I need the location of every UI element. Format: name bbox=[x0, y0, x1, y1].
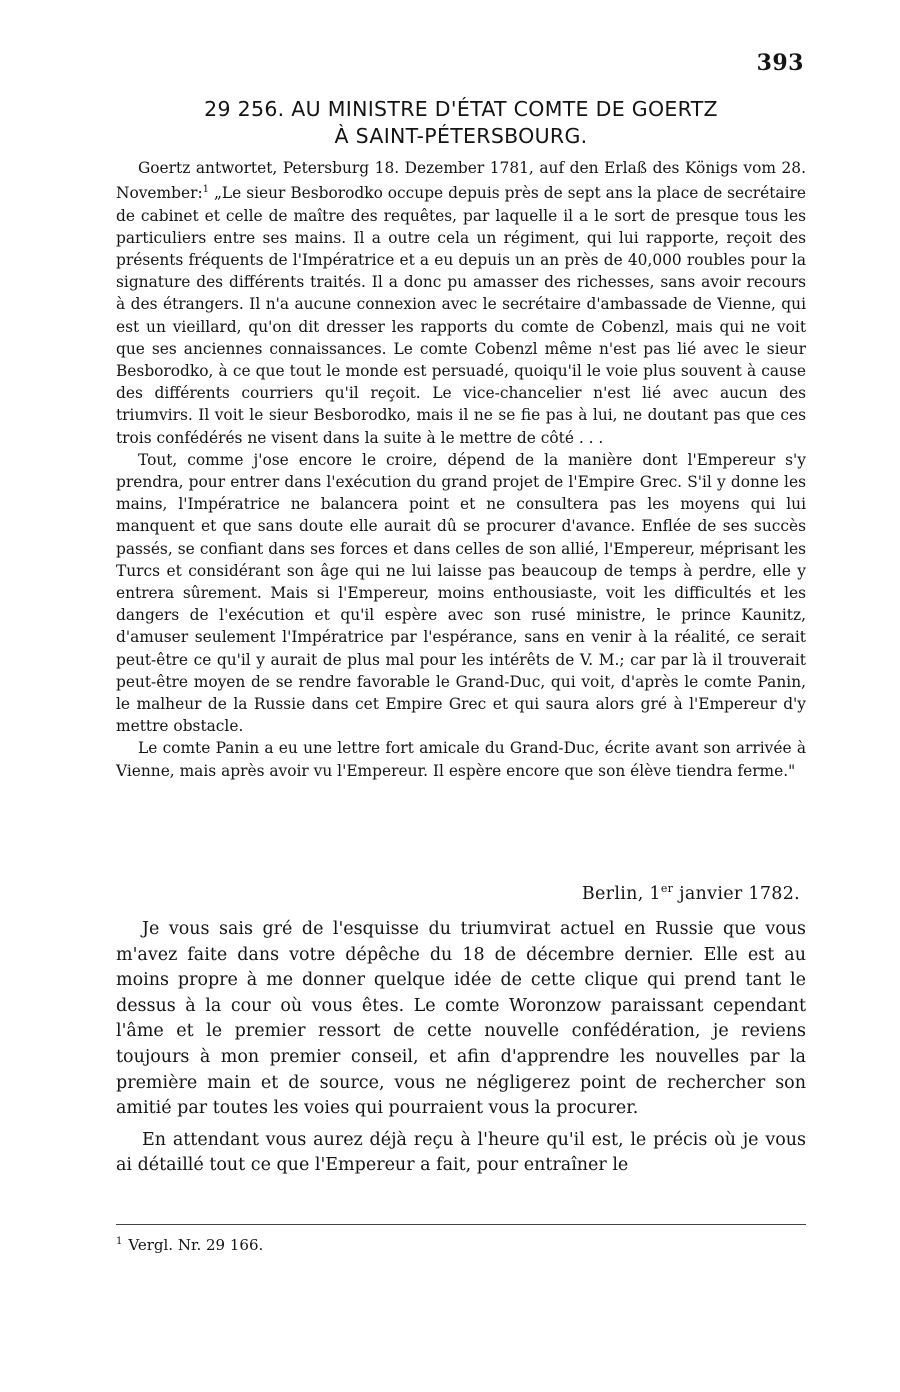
dateline-ordinal: er bbox=[660, 882, 674, 895]
footnote-reference: 1 bbox=[202, 184, 210, 196]
page-number: 393 bbox=[756, 50, 804, 76]
report-paragraph-2: Tout, comme j'ose encore le croire, dépend de la manière dont l'Empereur s'y prendra, pour entrer dans l'exécution du grand projet de l'Empire Grec. S'il y donne les mains, l'Impératrice ne balancera point et ne consultera pas les moyens qui lui manquent et que sans doute elle aurait dû se procurer d'avance. Enflée de ses succès passés, se confiant dans ses forces et dans celles de son allié, l'Empereur, méprisant les Turcs et considérant son âge qui ne lui laisse pas beaucoup de temps à perdre, elle y entrera sûrement. Mais si l'Empereur, moins enthousiaste, voit les difficultés et les dangers de l'exécution et qu'il espère avec son rusé ministre, le prince Kaunitz, d'amuser seulement l'Impératrice par l'espérance, sans en venir à la réalité, ce serait peut-être ce qu'il y aurait de plus mal pour les intérêts de V. M.; car par là il trouverait peut-être moyen de se rendre favorable le Grand-Duc, qui voit, d'après le comte Panin, le malheur de la Russie dans cet Empire Grec et qui saura alors gré à l'Empereur d'y mettre obstacle. bbox=[116, 450, 806, 736]
footnote-text: Vergl. Nr. 29 166. bbox=[128, 1236, 264, 1254]
letter-paragraph-2: En attendant vous aurez déjà reçu à l'heure qu'il est, le précis où je vous ai détaillé tout ce que l'Empereur a fait, pour entraîner le bbox=[116, 1129, 806, 1176]
dateline-place: Berlin, 1 bbox=[581, 883, 661, 904]
document-heading bbox=[116, 96, 806, 150]
heading-line-2: À SAINT-PÉTERSBOURG. bbox=[334, 124, 588, 148]
footnote-mark: 1 bbox=[116, 1236, 123, 1247]
report-quotation bbox=[116, 157, 806, 782]
letter-body bbox=[116, 917, 806, 1179]
report-paragraph-3: Le comte Panin a eu une lettre fort amicale du Grand-Duc, écrite avant son arrivée à Vienne, mais après avoir vu l'Empereur. Il espère encore que son élève tiendra ferme." bbox=[116, 739, 806, 780]
dateline-date: janvier 1782. bbox=[673, 883, 800, 904]
report-quote-text: „Le sieur Besborodko occupe depuis près de sept ans la place de secrétaire de cabinet et celle de maître des requêtes, par laquelle il a le sort de presque tous les particuliers entre ses mains. Il a outre cela un régiment, qui lui rapporte, reçoit des présents fréquents de l'Impératrice et a eu depuis un an près de 40,000 roubles pour la signature des différents traités. Il a donc pu amasser des richesses, sans avoir recours à des étrangers. Il n'a aucune connexion avec le secrétaire d'ambassade de Vienne, qui est un vieillard, qu'on dit dresser les rapports du comte de Cobenzl, mais qui ne voit que ses anciennes connaissances. Le comte Cobenzl même n'est pas lié avec le sieur Besborodko, à ce que tout le monde est persuadé, quoiqu'il le voie plus souvent à cause des différents courriers qu'il reçoit. Le vice-chancelier n'est lié avec aucun des triumvirs. Il voit le sieur Besborodko, mais il ne se fie pas à lui, ne doutant pas que ces trois confédérés ne visent dans la suite à le mettre de côté . . . bbox=[116, 184, 806, 447]
footnote bbox=[116, 1236, 263, 1254]
letter-dateline bbox=[582, 882, 800, 904]
report-paragraph-1 bbox=[116, 157, 806, 449]
report-intro-text: Goertz antwortet, Petersburg 18. Dezember 1781, auf den Erlaß des Königs vom 28. November: bbox=[116, 159, 806, 203]
letter-paragraph-1: Je vous sais gré de l'esquisse du triumvirat actuel en Russie que vous m'avez faite dans votre dépêche du 18 de décembre dernier. Elle est au moins propre à me donner quelque idée de cette clique qui prend tant le dessus à la cour où vous êtes. Le comte Woronzow paraissant cependant l'âme et le premier ressort de cette nouvelle confédération, je reviens toujours à mon premier conseil, et afin d'apprendre les nouvelles par la première main et de source, vous ne négligerez point de rechercher son amitié par toutes les voies qui pourraient vous la procurer. bbox=[116, 919, 806, 1119]
footnote-divider bbox=[116, 1224, 806, 1225]
heading-line-1: 29 256. AU MINISTRE D'ÉTAT COMTE DE GOERTZ bbox=[204, 97, 718, 121]
